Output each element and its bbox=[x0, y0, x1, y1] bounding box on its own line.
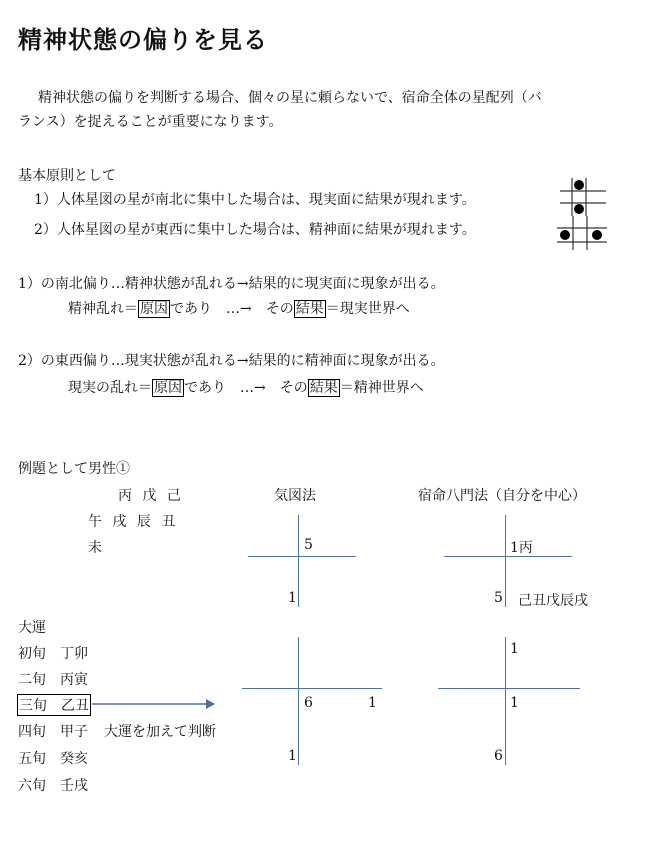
heavenly-stems-row: 丙 戊 己 bbox=[118, 488, 181, 504]
kizu-top-vertical-line bbox=[298, 515, 299, 607]
kizu-bottom-center-value: 6 bbox=[304, 695, 313, 711]
kizu-bottom-west-value: 1 bbox=[288, 748, 297, 764]
daiun-label: 二旬 bbox=[18, 672, 46, 688]
intro-line-1: 精神状態の偏りを判断する場合、個々の星に頼らないで、宿命全体の星配列（バ bbox=[38, 90, 542, 106]
kizu-top-west-value: 1 bbox=[288, 590, 297, 606]
ns-mid: であり …→ その bbox=[170, 301, 294, 317]
ns-pre: 精神乱れ＝ bbox=[68, 301, 138, 317]
daiun-label: 六旬 bbox=[18, 778, 46, 794]
daiun-value: 丙寅 bbox=[60, 672, 88, 688]
example-heading: 例題として男性① bbox=[18, 461, 130, 477]
daiun-row bbox=[18, 775, 88, 795]
ew-result-box: 結果 bbox=[309, 380, 338, 396]
daiun-label: 四旬 bbox=[18, 724, 46, 740]
east-west-explanation: 2）の東西偏り…現実状態が乱れる→結果的に精神面に現象が出る。 bbox=[18, 353, 445, 369]
kizu-method-label: 気図法 bbox=[274, 488, 316, 504]
kizu-top-north-value: 5 bbox=[304, 537, 313, 553]
kizu-bottom-vertical-line bbox=[298, 637, 299, 765]
shukumei-bottom-horizontal-line bbox=[438, 688, 580, 689]
principles-heading: 基本原則として bbox=[18, 168, 116, 184]
daiun-value: 癸亥 bbox=[60, 751, 88, 767]
shukumei-top-south-value: 5 bbox=[494, 590, 503, 606]
daiun-heading: 大運 bbox=[18, 620, 46, 636]
principle-2: 2）人体星図の星が東西に集中した場合は、精神面に結果が現れます。 bbox=[34, 222, 476, 238]
shukumei-top-north-label: 丙 bbox=[518, 540, 533, 556]
daiun-row bbox=[18, 643, 88, 663]
north-south-grid-icon bbox=[560, 178, 606, 216]
daiun-row-highlighted bbox=[17, 694, 91, 716]
ew-mid: であり …→ その bbox=[184, 380, 308, 396]
kizu-bottom-horizontal-line bbox=[242, 688, 382, 689]
daiun-row bbox=[18, 721, 88, 741]
earthly-branches-row: 午 戌 辰 丑 bbox=[88, 514, 176, 530]
shukumei-bottom-vertical-line bbox=[505, 637, 506, 765]
shukumei-top-vertical-line bbox=[505, 515, 506, 607]
daiun-label: 三旬 bbox=[19, 698, 47, 714]
ew-pre: 現実の乱れ＝ bbox=[68, 380, 152, 396]
daiun-value: 甲子 bbox=[60, 724, 88, 740]
page-title: 精神状態の偏りを見る bbox=[18, 26, 268, 54]
shukumei-bottom-south-value: 6 bbox=[494, 748, 503, 764]
daiun-label: 初旬 bbox=[18, 646, 46, 662]
shukumei-top-horizontal-line bbox=[444, 556, 572, 557]
ns-result-box: 結果 bbox=[295, 301, 324, 317]
shukumei-bottom-north-value: 1 bbox=[510, 641, 519, 657]
ns-cause-box: 原因 bbox=[140, 301, 168, 317]
east-west-grid-icon bbox=[557, 216, 607, 250]
daiun-value: 丁卯 bbox=[60, 646, 88, 662]
ew-cause-box: 原因 bbox=[154, 380, 182, 396]
intro-line-2: ランス）を捉えることが重要になります。 bbox=[18, 114, 283, 130]
north-south-cause-result bbox=[68, 298, 410, 318]
ew-post: ＝精神世界へ bbox=[339, 380, 424, 396]
daiun-value: 壬戌 bbox=[60, 778, 88, 794]
kizu-bottom-east-value: 1 bbox=[368, 695, 377, 711]
daiun-row bbox=[18, 669, 88, 689]
ns-post: ＝現実世界へ bbox=[325, 301, 410, 317]
principle-1: 1）人体星図の星が南北に集中した場合は、現実面に結果が現れます。 bbox=[34, 192, 476, 208]
kizu-top-horizontal-line bbox=[248, 556, 356, 557]
north-south-explanation: 1）の南北偏り…精神状態が乱れる→結果的に現実面に現象が出る。 bbox=[18, 276, 445, 292]
earthly-branches-row-2: 未 bbox=[88, 540, 102, 556]
shukumei-bottom-center-value: 1 bbox=[510, 695, 519, 711]
shukumei-hachimon-label: 宿命八門法（自分を中心） bbox=[418, 488, 586, 504]
east-west-cause-result bbox=[68, 377, 424, 397]
daiun-note: 大運を加えて判断 bbox=[104, 724, 216, 740]
shukumei-top-north bbox=[510, 537, 533, 557]
shukumei-top-south-label: 己丑戊辰戌 bbox=[518, 593, 588, 609]
daiun-label: 五旬 bbox=[18, 751, 46, 767]
daiun-row bbox=[18, 748, 88, 768]
daiun-value: 乙丑 bbox=[61, 698, 89, 714]
arrow-right-icon bbox=[92, 697, 216, 711]
shukumei-top-north-value: 1 bbox=[510, 540, 519, 556]
